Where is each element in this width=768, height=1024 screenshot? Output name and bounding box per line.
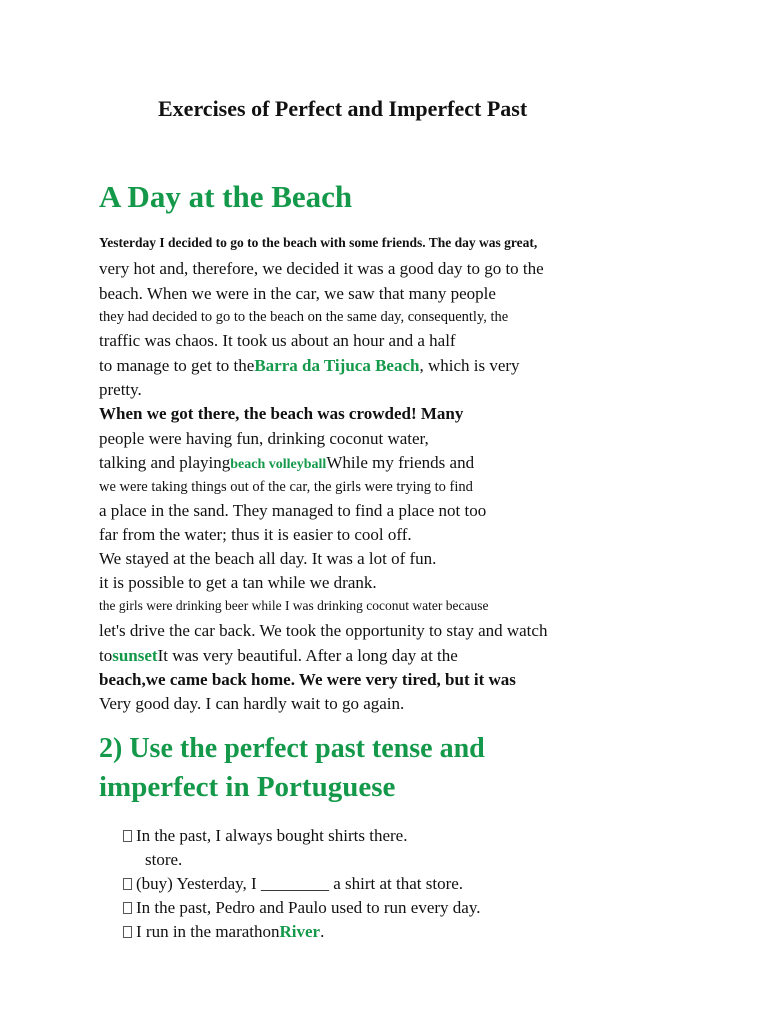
story-text: , which is very	[419, 356, 520, 375]
story-text: to manage to get to the	[99, 356, 255, 375]
bullet-box-icon	[123, 926, 132, 938]
story-text: to	[99, 646, 113, 665]
story-line: the girls were drinking beer while I was drinking coconut water because	[99, 598, 489, 613]
exercise-item	[123, 898, 480, 918]
exercise-item	[123, 922, 324, 942]
story-line: let's drive the car back. We took the opportunity to stay and watch	[99, 621, 548, 640]
exercise-item	[123, 874, 463, 894]
highlight-place: Barra da Tijuca Beach	[254, 356, 420, 375]
story-line: a place in the sand. They managed to find a place not too	[99, 501, 487, 520]
exercise-text: In the past, I always bought shirts there.	[136, 826, 408, 845]
story-heading: A Day at the Beach	[99, 179, 353, 214]
story-line: Yesterday I decided to go to the beach with some friends. The day was great,	[99, 235, 538, 250]
document-title: Exercises of Perfect and Imperfect Past	[158, 96, 528, 121]
bullet-box-icon	[123, 830, 132, 842]
exercise-item	[123, 826, 407, 846]
story-text: It was very beautiful. After a long day at the	[157, 646, 458, 665]
highlight-sunset: sunset	[112, 646, 158, 665]
story-text: talking and playing	[99, 453, 231, 472]
highlight-river: River	[279, 922, 321, 941]
exercise-text: .	[320, 922, 325, 941]
story-line: they had decided to go to the beach on the same day, consequently, the	[99, 309, 509, 325]
story-line: people were having fun, drinking coconut water,	[99, 429, 429, 448]
bullet-box-icon	[123, 902, 132, 914]
story-line: we were taking things out of the car, the girls were trying to find	[99, 479, 473, 495]
section2-heading-line1: 2) Use the perfect past tense and	[99, 733, 485, 764]
section2-heading-line2: imperfect in Portuguese	[99, 771, 396, 803]
exercise-text: I run in the marathon	[136, 922, 280, 941]
highlight-activity: beach volleyball	[230, 457, 327, 472]
exercise-item-continuation: store.	[145, 850, 183, 869]
story-line	[99, 646, 458, 666]
story-line: Very good day. I can hardly wait to go again.	[99, 694, 405, 713]
story-line: When we got there, the beach was crowded! Many	[99, 404, 464, 423]
story-line: pretty.	[99, 380, 142, 399]
story-line: very hot and, therefore, we decided it was a good day to go to the	[99, 259, 544, 278]
exercise-text: In the past, Pedro and Paulo used to run every day.	[136, 898, 481, 917]
bullet-box-icon	[123, 878, 132, 890]
story-text: While my friends and	[326, 453, 475, 472]
story-line: We stayed at the beach all day. It was a lot of fun.	[99, 549, 437, 568]
exercise-text: (buy) Yesterday, I ________ a shirt at that store.	[136, 874, 464, 893]
story-line: far from the water; thus it is easier to cool off.	[99, 525, 412, 544]
story-line: traffic was chaos. It took us about an hour and a half	[99, 331, 456, 350]
story-line	[99, 453, 474, 475]
story-line: beach. When we were in the car, we saw that many people	[99, 284, 496, 303]
story-line	[99, 356, 520, 376]
story-line: it is possible to get a tan while we drank.	[99, 573, 377, 592]
story-line: beach,we came back home. We were very tired, but it was	[99, 670, 516, 689]
